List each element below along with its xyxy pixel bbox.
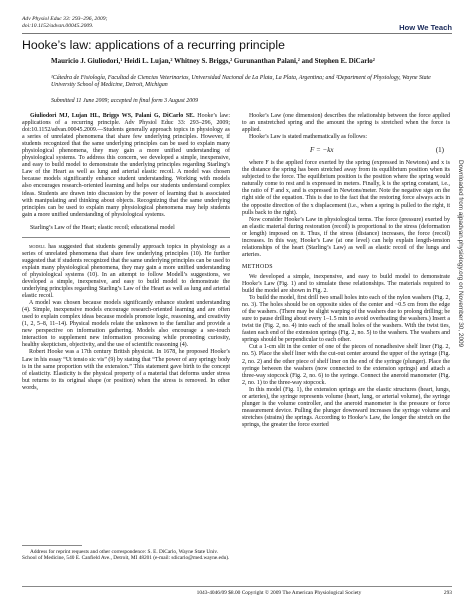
copyright-line: 1043-4046/09 $8.00 Copyright © 2009 The American Physiological Society bbox=[196, 590, 362, 596]
methods-paragraph-1: We developed a simple, inexpensive, and easy to build model to demonstrate Hooke’s Law (Fig. 1) and to simulate these relationships. The materials required to build the model are shown in Fig. 2. bbox=[242, 273, 450, 295]
intro-paragraph-1 bbox=[22, 244, 230, 300]
correspondence-footnote bbox=[22, 545, 230, 562]
equation-formula: F = −kx bbox=[310, 146, 334, 155]
intro-paragraph-1-text: has suggested that students generally approach topics in physiology as a series of unrelated phenomena that share few underlying principles (10). He further suggested that if students recognized that the same underlying principles can be used to explain many physiological phenomena, they may gain a more unified understanding of physiological systems (10). In an attempt to follow Modell’s suggestions, we developed a simple, inexpensive, and easy to build model to demonstrate the underlying principles regarding Starling’s Law of the Heart as well as lung and arterial elastic recoil. bbox=[22, 243, 230, 300]
right-column bbox=[242, 113, 450, 429]
footer-rule bbox=[22, 586, 452, 587]
equation-1 bbox=[242, 147, 450, 154]
methods-paragraph-4: In this model (Fig. 1), the extension springs are the elastic structures (heart, lungs, or arteries), the syringe represents volume (heart, lung, or arterial volume), the syringe plunger is the volume controller, and the aneroid manometer is the pressure or force measurement device. Pulling the plunger downward increases the syringe volume and stretches (strains) the springs. According to Hooke’s Law, the longer the stretch on the springs, the greater the force exerted bbox=[242, 386, 450, 428]
left-column bbox=[22, 113, 230, 392]
page-number: 293 bbox=[443, 590, 452, 596]
doi-line: doi:10.1152/advan.00045.2009. bbox=[22, 23, 94, 29]
methods-paragraph-2: To build the model, first drill two small holes into each of the nylon washers (Fig. 2, no. 3). The holes should be on opposite sides of the center and ~0.5 cm from the edge of the washers. (There may be slight warping of the washers due to prolong drilling; be sure to pause drilling about every 1–1.5 min to avoid overheating the washers.) Insert a twist tie (Fig. 2, no. 4) into each of the small holes of the washers. With the twist ties, fasten each end of the extension springs (Fig. 2, no. 5) to the washers. The washers and springs should be perpendicular to each other. bbox=[242, 295, 450, 344]
journal-citation bbox=[22, 16, 107, 30]
abstract-divider bbox=[22, 237, 230, 238]
body-paragraph-3: where F is the applied force exerted by the spring (expressed in Newtons) and x is the distance the spring has been stretched away from its equilibrium position when its subjected to the force. The equilibrium position is the position where the spring would naturally come to rest and is expressed in meters. Finally, k is the spring constant, i.e., the ratio of F and x, and is expressed in Newtons/meter. Note the negative sign on the right side of the equation. This is due to the fact that the restoring force always acts in the opposite direction of the x displacement (i.e., when a spring is pulled to the right, it pulls back to the right). bbox=[242, 160, 450, 216]
methods-paragraph-3: Cut a 1-cm slit in the center of one of the pieces of nonadhesive shelf liner (Fig. 2, no. 5). Place the shelf liner with the cut-out center around the upper of the syringe (Fig. 2, no. 2) and the other piece of shelf liner on the end of the syringe (plunger). Place the syringe between the washers (now connected to the extension springs) and attach a three-way stopcock (Fig. 2, no. 6) to the syringe. Connect the aneroid manometer (Fig. 2, no. 1) to the three-way stopcock. bbox=[242, 344, 450, 386]
page-footer bbox=[22, 590, 452, 596]
article-title: Hooke’s law: applications of a recurring principle bbox=[22, 38, 285, 52]
intro-lead-word: modell bbox=[29, 243, 46, 250]
body-paragraph-4: Now consider Hooke’s Law in physiological terms. The force (pressure) exerted by an elastic material during restoration (recoil) is proportional to the stress (deformation or length) imposed on it. Thus, if the stress (distance) increases, the force (recoil) increases. In this way, Hooke’s Law (at one level) can help explain length-tension relationships of the heart (Starling’s Law) as well as elastic recoil of the lungs and arteries. bbox=[242, 216, 450, 258]
abstract-body: Hooke’s law: applications of a recurring principle. Adv Physiol Educ 33: 293–296, 2009; doi:10.1152/advan.00045.2009.—Students generally approach topics in physiology as a series of unrelated phenomena that share few underlying principles. However, if students recognized that the same underlying principles can be used to explain many physiological phenomena, they may gain a more unified understanding of physiological systems. To address this concern, we developed a simple, inexpensive, and easy to build model to demonstrate the underlying principles regarding Starling’s Law of the Heart as well as lung and arterial elastic recoil. A model was chosen because models significantly enhance student understanding. Working with models also encourages research-oriented learning and helps our students understand complex ideas. Students are drawn into discussion by the power of learning that is associated with manipulating and thinking about objects. Recognizing that the same underlying principles can be used to explain many physiological phenomena may help students gain a more unified understanding of physiological systems. bbox=[22, 113, 230, 218]
footnote-rule bbox=[22, 545, 82, 546]
body-paragraph-1: Hooke’s Law (one dimension) describes the relationship between the force applied to an unstretched spring and the amount the spring is stretched when the force is applied. bbox=[242, 113, 450, 134]
section-label: How We Teach bbox=[399, 23, 452, 32]
header-rule bbox=[22, 33, 452, 34]
intro-paragraph-3: Robert Hooke was a 17th century British physicist. In 1678, he proposed Hooke’s Law in his essay “Ut tensio sic vis” (9) by stating that “The power of any springy body is in the same proportion with the extension.” This statement gave birth to the concept of elasticity. Elasticity is the physical property of a material that deforms under stress but returns to its original shape (or position) when the stress is removed. In other words, bbox=[22, 349, 230, 391]
download-watermark bbox=[456, 160, 466, 540]
journal-line: Adv Physiol Educ 33: 293–296, 2009; bbox=[22, 16, 108, 22]
author-list: Mauricio J. Giuliodori,¹ Heidi L. Lujan,² Whitney S. Briggs,² Gurunanthan Palani,² and Stephen E. DiCarlo² bbox=[51, 57, 375, 65]
methods-heading: METHODS bbox=[242, 263, 273, 270]
body-paragraph-2: Hooke’s Law is stated mathematically as follows: bbox=[249, 134, 368, 141]
submission-dates: Submitted 11 June 2009; accepted in final form 3 August 2009 bbox=[51, 98, 199, 104]
download-watermark-text: Downloaded from ajpadvan.physiology.org on November 30, 2009 bbox=[457, 160, 464, 348]
keywords: Starling’s Law of the Heart; elastic recoil; educational model bbox=[30, 224, 175, 231]
abstract bbox=[22, 113, 230, 219]
equation-number: (1) bbox=[435, 146, 444, 155]
affiliations: ¹Cátedra de Fisiología, Facultad de Ciencias Veterinarias, Universidad Nacional de La Plata, La Plata, Argentina; and ²Department of Physiology, Wayne State University School of Medicine, Detroit, Michigan bbox=[51, 75, 431, 89]
intro-paragraph-2: A model was chosen because models significantly enhance student understanding (4). Simple, inexpensive models encourage research-oriented learning and are often used to explain complex ideas because models promote logic, reasoning, and creativity (1, 2, 5–8, 11–14). Physical models relate the unknown to the familiar and provide a new perspective on information gathering. Models also encourage a see-touch interaction to supplement new information processing while promoting curiosity, healthy skepticism, objectivity, and the use of scientific reasoning (4). bbox=[22, 300, 230, 349]
abstract-citation: Giuliodori MJ, Lujan HL, Briggs WS, Palani G, DiCarlo SE. bbox=[30, 113, 195, 119]
footnote-text: Address for reprint requests and other correspondence: S. E. DiCarlo, Wayne State Univ. School of Medicine, 540 E. Canfield Ave., Detroit, MI 48201 (e-mail: sdicarlo@med.wayne.edu). bbox=[22, 549, 230, 562]
